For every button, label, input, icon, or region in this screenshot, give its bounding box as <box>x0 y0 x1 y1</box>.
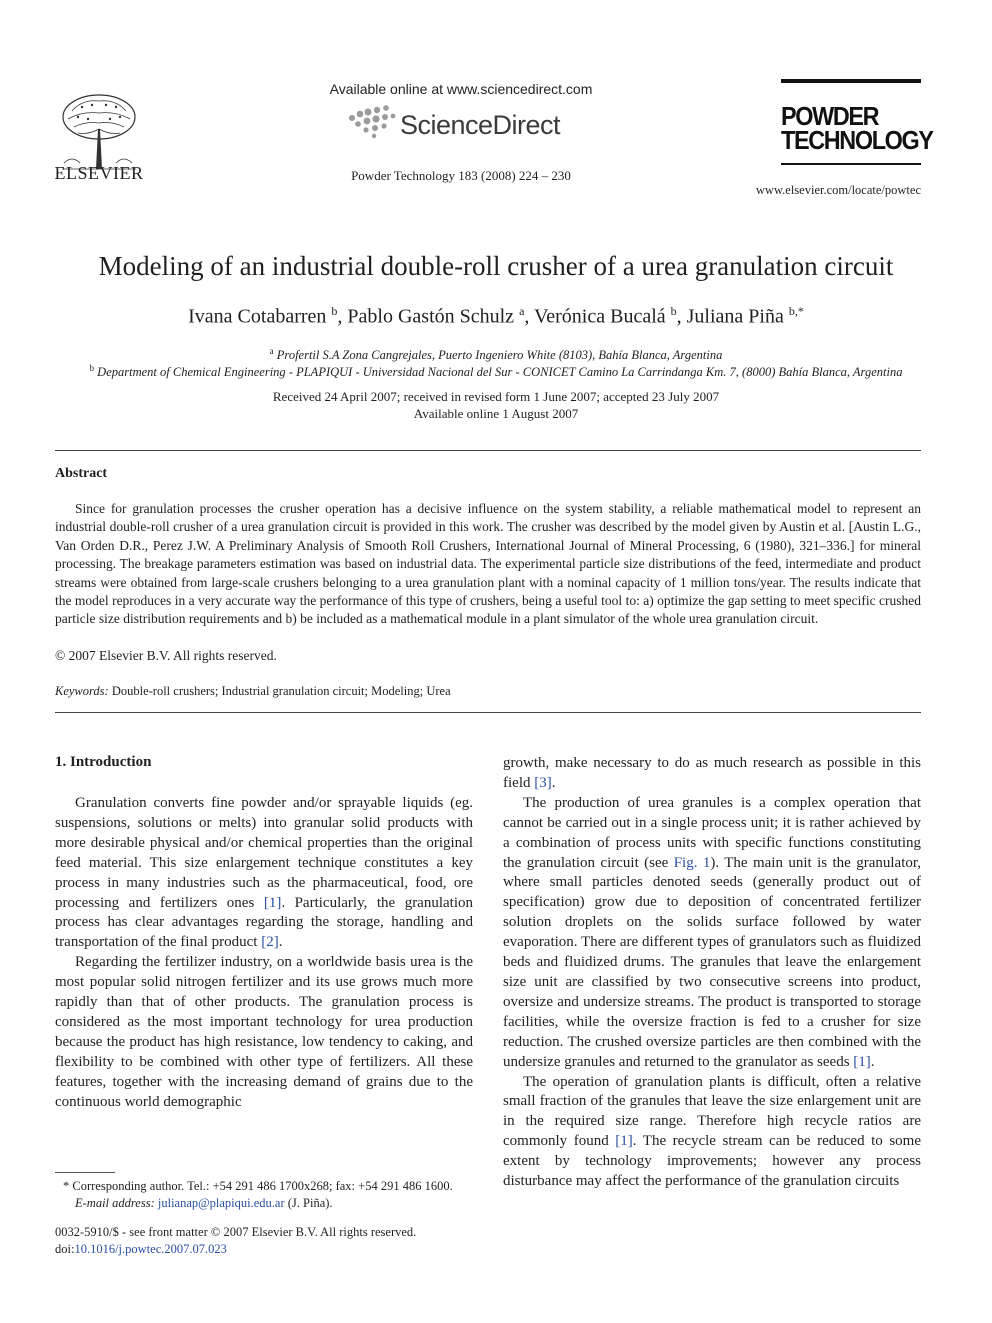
author-affiliation-mark: b <box>331 304 338 318</box>
abstract-paragraph: Since for granulation processes the crusher operation has a decisive influence on the system stability, a reliable mathematical model to represent an industrial double-roll crusher of a urea granulation circuit is provided in this work. The crusher was described by the model given by Austin et al. [Austin L.G., Van Orden D.R., Perez J.W. A Preliminary Analysis of Smooth Roll Crushers, International Journal of Mineral Processing, 6 (1980), 321–336.] for mineral processing. The breakage parameters estimation was based on industrial data. The experimental particle size distributions of the feed, intermediate and product streams were obtained from large-scale crushers belonging to a urea granulation plant with a nominal capacity of 1 million tons/year. The results indicate that the model reproduces in a very accurate way the performance of this type of crushers, being a useful tool to: a) optimize the gap setting to meet specific crushed particle size distribution requirements and b) be included as a mathematical module in a plant simulator of the whole urea granulation circuit. <box>55 501 921 627</box>
author-affiliation-mark: a <box>519 304 525 318</box>
footnote-contact: * Corresponding author. Tel.: +54 291 486 1700x268; fax: +54 291 486 1600. <box>63 1179 453 1193</box>
reference-link[interactable]: [3] <box>534 774 552 791</box>
reference-link[interactable]: [1] <box>853 1053 871 1070</box>
affiliation-text: Department of Chemical Engineering - PLAPIQUI - Universidad Nacional del Sur - CONICET Camino La Carrindanga Km. 7, (8000) Bahía Blanca, Argentina <box>97 365 903 380</box>
journal-url[interactable]: www.elsevier.com/locate/powtec <box>755 183 921 197</box>
issn-line: 0032-5910/$ - see front matter © 2007 Elsevier B.V. All rights reserved. <box>55 1225 417 1239</box>
body-text: . <box>870 1053 875 1070</box>
abstract-top-rule <box>55 450 921 451</box>
right-column <box>503 754 921 1192</box>
keywords <box>55 684 451 699</box>
body-text: . The recycle stream can be reduced to some extent by technology improvements; however any process disturbance may affect the performance of the granulation circuits <box>503 1133 922 1190</box>
author-name: Ivana Cotabarren <box>188 305 327 328</box>
body-text: growth, make necessary to do as much research as possible in this field <box>503 755 921 791</box>
journal-logo-bottom-bar <box>781 163 921 165</box>
affiliation-label: b <box>89 363 95 373</box>
article-history <box>0 388 992 422</box>
sciencedirect-wordmark: ScienceDirect <box>400 110 561 140</box>
reference-link[interactable]: [2] <box>261 934 279 951</box>
journal-logo-top-bar <box>781 79 921 83</box>
available-online-line: Available online at www.sciencedirect.com <box>329 81 593 97</box>
affiliation-text: Profertil S.A Zona Cangrejales, Puerto Ingeniero White (8103), Bahía Blanca, Argentina <box>276 348 723 363</box>
sciencedirect-dots-icon <box>346 104 398 140</box>
journal-logo-line2: TECHNOLOGY <box>781 125 933 155</box>
affiliation-a <box>0 346 992 363</box>
email-suffix: (J. Piña). <box>284 1196 333 1210</box>
section-heading: 1. Introduction <box>55 754 152 770</box>
footnote-rule <box>55 1172 115 1173</box>
abstract-heading: Abstract <box>55 466 108 481</box>
abstract-copyright: © 2007 Elsevier B.V. All rights reserved. <box>55 648 277 663</box>
keywords-label: Keywords: <box>55 684 109 698</box>
affiliation-label: a <box>269 346 274 356</box>
author-name: Pablo Gastón Schulz <box>347 305 515 328</box>
email-link[interactable]: julianap@plapiqui.edu.ar <box>157 1196 285 1210</box>
left-column <box>55 794 473 1113</box>
journal-logo <box>781 101 933 155</box>
journal-logo-line1: POWDER <box>781 101 879 131</box>
body-paragraph <box>503 1073 921 1192</box>
available-date: Available online 1 August 2007 <box>413 406 579 421</box>
corresponding-author-footnote <box>55 1178 475 1212</box>
body-text: The operation of granulation plants is difficult, often a relative small fraction of the granules that leave the size enlargement unit are in the required size range. Therefore high recycle ratios are commonly found <box>503 1073 921 1150</box>
body-text: Granulation converts fine powder and/or sprayable liquids (eg. suspensions, solutions or melts) into granular solid products with more desirable physical and/or chemical properties than the original feed material. This size enlargement technique constitutes a key process in many industries such as the pharmaceutical, food, ore processing and fertilizers ones <box>55 795 473 911</box>
body-paragraph: Regarding the fertilizer industry, on a worldwide basis urea is the most popular solid nitrogen fertilizer and its use grows much more rapidly than that of other products. The granulation process is considered as the most important technology for urea production because the product has high resistance, low tendency to caking, and flexibility to be combined with other type of fertilizers. All these features, together with the increasing demand of grains due to the continuous world demographic <box>55 954 473 1110</box>
body-text: ). The main unit is the granulator, where small particles denoted seeds (generally product out of specification) grow due to deposition of concentrated fertilizer solution droplets on the solids surface followed by water evaporation. There are different types of granulators such as fluidized beds and fluidized drums. The granules that leave the enlargement size unit are classified by two consecutive screens into product, oversize and undersize streams. The product is transported to storage facilities, while the oversize fraction is fed to a crusher for size reduction. The crushed oversize particles are then combined with the undersize granules and returned to the granulator as seeds <box>503 854 922 1070</box>
reference-link[interactable]: [1] <box>263 894 282 911</box>
author-list: Ivana Cotabarren $^b$, Pablo Gastón Schulz $^a$, Verónica Bucalá $^b$, Juliana Piña $^{b,*}$ <box>188 304 804 328</box>
issn-line-block <box>55 1224 475 1258</box>
figure-link[interactable]: Fig. 1 <box>673 854 711 871</box>
reference-link[interactable]: [1] <box>615 1133 633 1150</box>
email-label: E-mail address: <box>75 1196 155 1210</box>
doi-label: doi: <box>55 1242 75 1256</box>
doi-line <box>55 1241 475 1258</box>
publisher-name: ELSEVIER <box>54 163 144 183</box>
author-name: Verónica Bucalá <box>534 305 666 328</box>
author-name: Juliana Piña <box>686 305 784 328</box>
author-affiliation-mark: b <box>670 304 677 318</box>
affiliation-b <box>0 363 992 380</box>
author-affiliation-mark[interactable]: b,* <box>788 304 804 318</box>
body-paragraph <box>503 794 921 1073</box>
journal-citation: Powder Technology 183 (2008) 224 – 230 <box>351 168 571 183</box>
abstract-body <box>55 500 921 629</box>
doi-link[interactable]: 10.1016/j.powtec.2007.07.023 <box>74 1242 227 1256</box>
received-dates: Received 24 April 2007; received in revised form 1 June 2007; accepted 23 July 2007 <box>272 389 720 404</box>
keywords-list: Double-roll crushers; Industrial granulation circuit; Modeling; Urea <box>111 684 451 698</box>
article-title: Modeling of an industrial double-roll crusher of a urea granulation circuit <box>98 251 894 281</box>
body-text: The production of urea granules is a complex operation that cannot be carried out in a single process unit; it is rather achieved by a combination of process units with specific functions constituting the granulation circuit (see <box>503 794 921 871</box>
body-paragraph <box>55 794 473 953</box>
body-paragraph <box>503 754 921 794</box>
footnote-email-line <box>55 1195 475 1212</box>
body-text: . <box>278 934 283 951</box>
body-text: . <box>551 774 556 791</box>
abstract-bottom-rule <box>55 712 921 713</box>
body-text: . Particularly, the granulation process has clear advantages regarding the storage, handling and transportation of the final product <box>55 894 474 951</box>
